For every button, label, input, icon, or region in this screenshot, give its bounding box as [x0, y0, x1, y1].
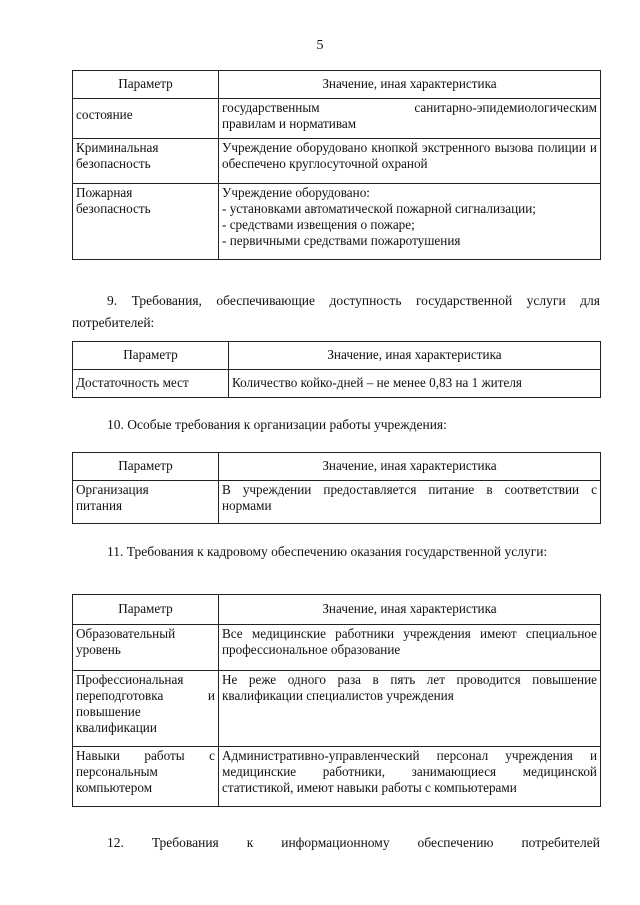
table-header-row: [73, 71, 601, 99]
table-row: [73, 747, 601, 807]
param-line: Криминальная: [76, 140, 159, 155]
value-cell: Административно-управленческий персонал учреждения и медицинские работники, занимающиеся медицинской статистикой, имеют навыки работы с компьютерами: [219, 747, 601, 807]
value-cell: [219, 99, 601, 139]
table-row: [73, 99, 601, 139]
param-cell: Профессиональная переподготовка и повышение квалификации: [73, 671, 219, 747]
value-line: - средствами извещения о пожаре;: [222, 217, 415, 232]
param-line: уровень: [76, 642, 121, 657]
param-cell: Достаточность мест: [73, 370, 229, 398]
header-param: Параметр: [73, 71, 219, 99]
header-param: Параметр: [73, 595, 219, 625]
param-line: Пожарная: [76, 185, 133, 200]
param-line: Организация: [76, 482, 149, 497]
param-line: питания: [76, 498, 123, 513]
table-row: [73, 481, 601, 524]
param-line: безопасность: [76, 201, 151, 216]
table-row: [73, 671, 601, 747]
section-9-text: 9. Требования, обеспечивающие доступность государственной услуги для потребителей:: [72, 293, 600, 330]
table-staffing: [72, 594, 601, 807]
table-row: [73, 370, 601, 398]
value-line: - установками автоматической пожарной сигнализации;: [222, 201, 536, 216]
value-line: Учреждение оборудовано:: [222, 185, 370, 200]
table-row: [73, 139, 601, 184]
value-line: государственным санитарно-эпидемиологическим: [222, 100, 597, 115]
param-line: Образовательный: [76, 626, 176, 641]
table-header-row: [73, 595, 601, 625]
param-cell: [73, 139, 219, 184]
page-number: 5: [316, 38, 324, 53]
header-value: Значение, иная характеристика: [219, 595, 601, 625]
table-row: [73, 184, 601, 260]
param-cell: Навыки работы с персональным компьютером: [73, 747, 219, 807]
param-cell: [73, 625, 219, 671]
value-cell: Все медицинские работники учреждения имеют специальное профессиональное образование: [219, 625, 601, 671]
section-11-text: 11. Требования к кадровому обеспечению оказания государственной услуги:: [107, 544, 548, 559]
value-cell: Учреждение оборудовано кнопкой экстренного вызова полиции и обеспечено круглосуточной охраной: [219, 139, 601, 184]
header-value: Значение, иная характеристика: [219, 71, 601, 99]
header-value: Значение, иная характеристика: [219, 453, 601, 481]
param-cell: состояние: [73, 99, 219, 139]
param-line: безопасность: [76, 156, 151, 171]
value-cell: Количество койко-дней – не менее 0,83 на 1 жителя: [229, 370, 601, 398]
value-cell: Не реже одного раза в пять лет проводится повышение квалификации специалистов учреждения: [219, 671, 601, 747]
value-line: правилам и нормативам: [222, 116, 357, 131]
table-row: [73, 625, 601, 671]
section-12-text: 12. Требования к информационному обеспечению потребителей: [107, 835, 600, 850]
header-param: Параметр: [73, 342, 229, 370]
value-line: - первичными средствами пожаротушения: [222, 233, 461, 248]
table-safety: [72, 70, 601, 260]
table-header-row: [73, 453, 601, 481]
value-cell: [219, 184, 601, 260]
value-cell: В учреждении предоставляется питание в соответствии с нормами: [219, 481, 601, 524]
param-cell: [73, 184, 219, 260]
header-param: Параметр: [73, 453, 219, 481]
table-accessibility: [72, 341, 601, 398]
table-header-row: [73, 342, 601, 370]
section-10-text: 10. Особые требования к организации работы учреждения:: [107, 417, 447, 432]
header-value: Значение, иная характеристика: [229, 342, 601, 370]
param-cell: [73, 481, 219, 524]
table-special-requirements: [72, 452, 601, 524]
